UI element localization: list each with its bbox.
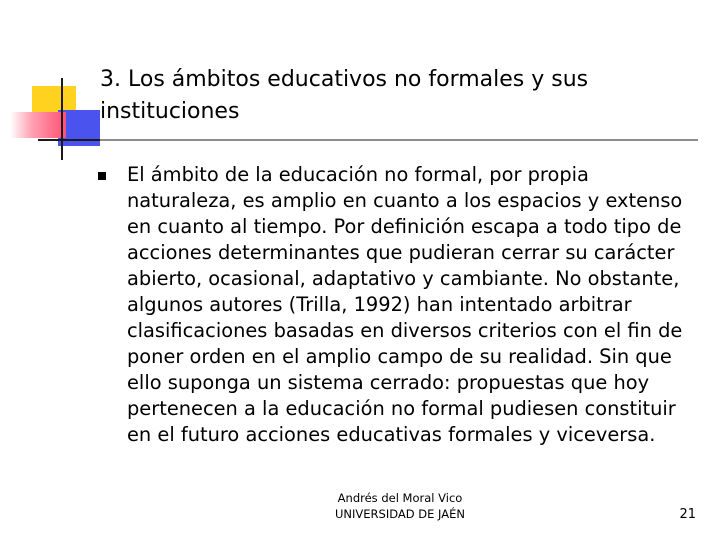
title-underline-rule <box>38 139 698 141</box>
vertical-rule <box>61 78 63 160</box>
slide-title: 3. Los ámbitos educativos no formales y sus instituciones <box>100 67 589 124</box>
footer-author <box>300 490 500 522</box>
pink-bar-decoration <box>10 112 66 138</box>
title-underline-accent <box>38 139 100 141</box>
footer-author-name: Andrés del Moral Vico <box>337 491 463 505</box>
bullet-text: El ámbito de la educación no formal, por propia naturaleza, es amplio en cuanto a los espacios y extenso en cuanto al tiempo. Por definición escapa a todo tipo de acciones determinantes que pudieran cerrar su carácter abierto, ocasional, adaptativo y cambiante. No obstante, algunos autores (Trilla, 1992) han intentado arbitrar clasificaciones basadas en diversos criterios con el fin de poner orden en el amplio campo de su realidad. Sin que ello suponga un sistema cerrado: propuestas que hoy pertenecen a la educación no formal pudiesen constituir en el futuro acciones educativas formales y viceversa. <box>127 163 683 446</box>
page-number: 21 <box>679 507 696 522</box>
bullet-square-icon <box>98 172 106 180</box>
footer-institution: UNIVERSIDAD DE JAÉN <box>335 507 465 521</box>
